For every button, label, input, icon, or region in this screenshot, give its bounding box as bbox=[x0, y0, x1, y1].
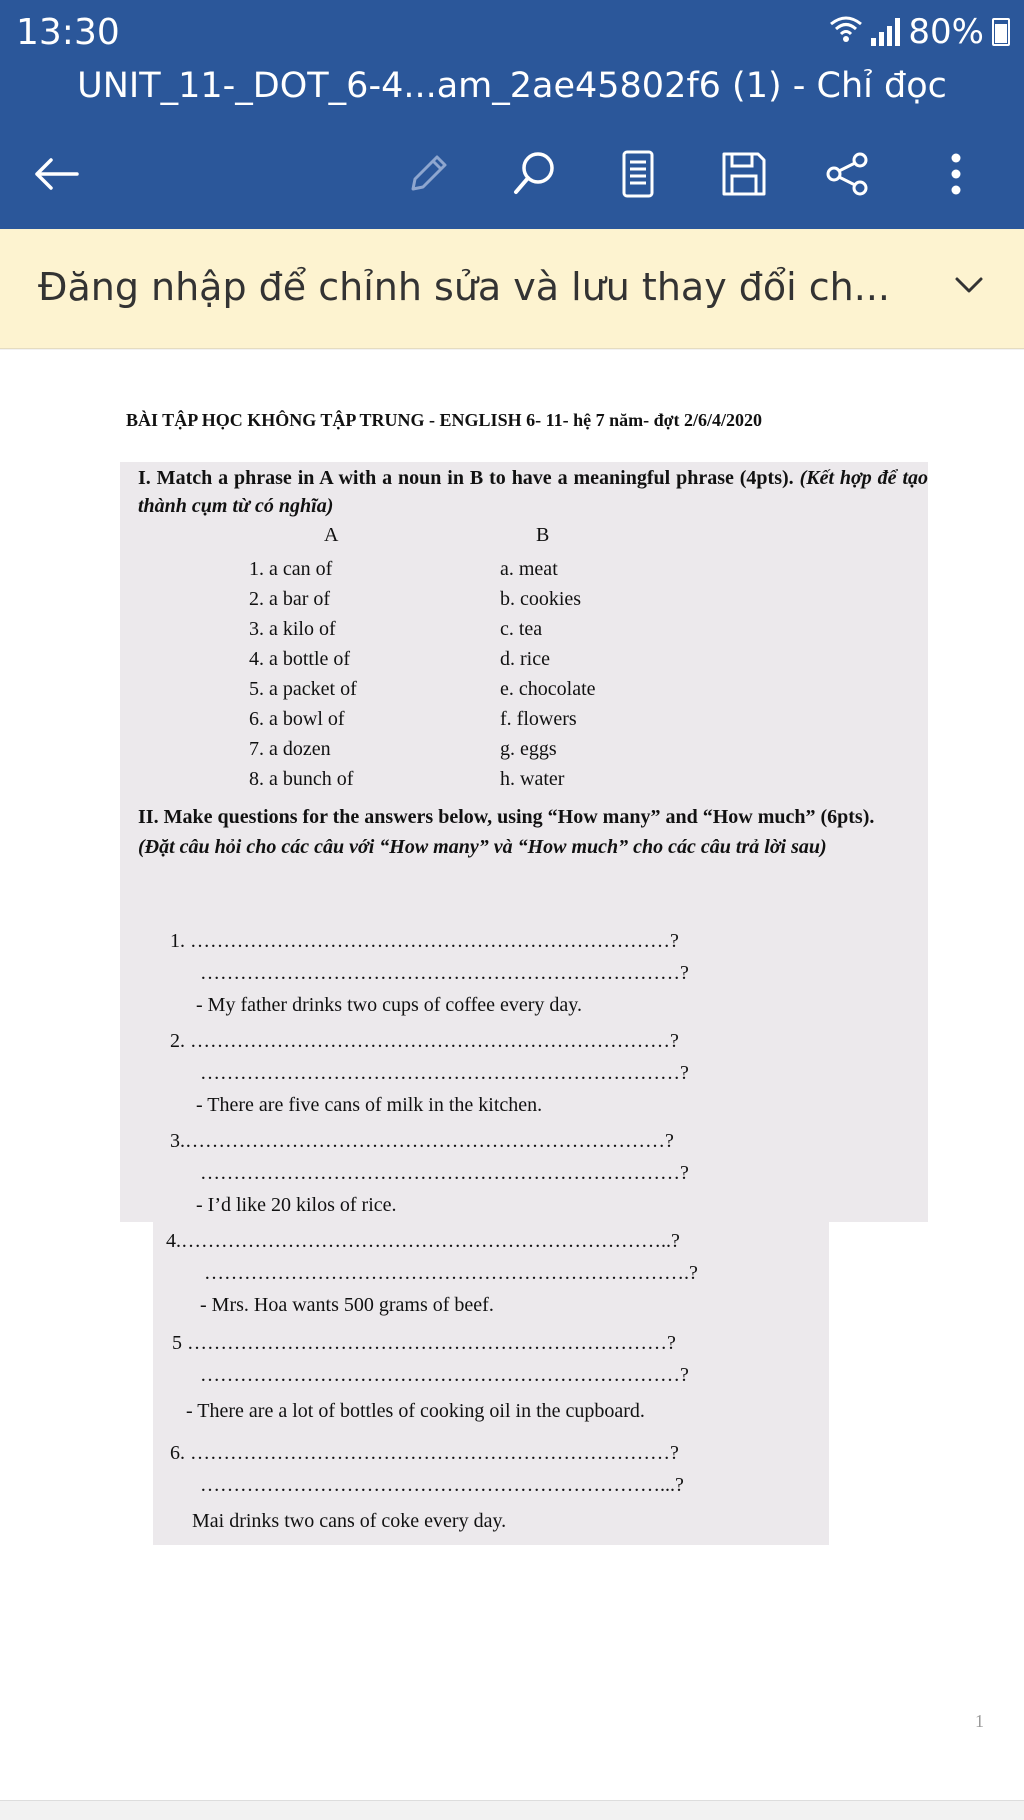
list-item: 8. a bunch of bbox=[249, 768, 354, 790]
section-2-title bbox=[138, 802, 928, 862]
battery-percent: 80% bbox=[908, 12, 984, 52]
save-button[interactable] bbox=[712, 146, 776, 202]
document-heading: BÀI TẬP HỌC KHÔNG TẬP TRUNG - ENGLISH 6- 11- hệ 7 năm- đợt 2/6/4/2020 bbox=[126, 410, 763, 430]
list-item: 7. a dozen bbox=[249, 738, 331, 760]
app-header bbox=[0, 0, 1024, 229]
column-b-header: B bbox=[536, 524, 550, 546]
list-item: 6. a bowl of bbox=[249, 708, 345, 730]
question-1-answer: - My father drinks two cups of coffee every day. bbox=[196, 994, 582, 1016]
column-a-list bbox=[249, 554, 357, 794]
chevron-down-icon bbox=[954, 275, 984, 295]
question-3-line-1 bbox=[170, 1130, 674, 1153]
question-number: 2. bbox=[170, 1030, 190, 1052]
edit-button[interactable] bbox=[396, 146, 460, 202]
reading-view-button[interactable] bbox=[606, 146, 670, 202]
question-2-answer: - There are five cans of milk in the kitchen. bbox=[196, 1094, 543, 1116]
section-2-instruction: II. Make questions for the answers below, using “How many” and “How much” (6pts). bbox=[138, 806, 875, 828]
question-3-line-2: ………………………………………………………………? bbox=[200, 1162, 689, 1184]
list-item: a. meat bbox=[500, 558, 558, 580]
question-2-line-2: ………………………………………………………………? bbox=[200, 1062, 689, 1084]
list-item: f. flowers bbox=[500, 708, 577, 730]
answer-blank: ………………………………………………………………? bbox=[190, 1442, 679, 1464]
question-5-line-2: ………………………………………………………………? bbox=[200, 1364, 689, 1386]
answer-blank: ………………………………………………………………? bbox=[185, 1130, 674, 1152]
answer-blank: ………………………………………………………………? bbox=[187, 1332, 676, 1354]
share-icon bbox=[824, 150, 872, 198]
section-1-title bbox=[138, 464, 928, 520]
question-number: 3. bbox=[170, 1130, 185, 1152]
search-button[interactable] bbox=[502, 146, 566, 202]
question-6-line-2: ……………………………………………………………...? bbox=[200, 1474, 684, 1496]
question-4-line-1 bbox=[166, 1230, 680, 1253]
answer-blank: ………………………………………………………………? bbox=[190, 1030, 679, 1052]
status-time: 13:30 bbox=[16, 12, 120, 53]
answer-blank: ………………………………………………………………..? bbox=[181, 1230, 680, 1252]
signal-icon bbox=[871, 18, 900, 46]
wifi-icon bbox=[829, 12, 863, 52]
list-item: 1. a can of bbox=[249, 558, 333, 580]
battery-icon bbox=[992, 18, 1010, 46]
list-item: b. cookies bbox=[500, 588, 582, 610]
column-a-header: A bbox=[324, 524, 339, 546]
list-item: 4. a bottle of bbox=[249, 648, 351, 670]
question-number: 5 bbox=[172, 1332, 187, 1354]
list-item: 3. a kilo of bbox=[249, 618, 336, 640]
list-item: d. rice bbox=[500, 648, 550, 670]
question-5-line-1 bbox=[172, 1332, 676, 1355]
pencil-icon bbox=[405, 151, 451, 197]
search-icon bbox=[510, 150, 558, 198]
list-item: 2. a bar of bbox=[249, 588, 331, 610]
list-item: 5. a packet of bbox=[249, 678, 357, 700]
question-number: 4. bbox=[166, 1230, 181, 1252]
banner-text: Đăng nhập để chỉnh sửa và lưu thay đổi ch... bbox=[38, 265, 890, 309]
page-number: 1 bbox=[975, 1711, 984, 1731]
list-item: g. eggs bbox=[500, 738, 557, 760]
list-item: c. tea bbox=[500, 618, 543, 640]
expand-banner-button[interactable] bbox=[954, 275, 984, 300]
question-3-answer: - I’d like 20 kilos of rice. bbox=[196, 1194, 397, 1216]
answer-blank: ………………………………………………………………? bbox=[190, 930, 679, 952]
more-options-button[interactable] bbox=[924, 146, 988, 202]
list-item: e. chocolate bbox=[500, 678, 596, 700]
question-4-answer: - Mrs. Hoa wants 500 grams of beef. bbox=[200, 1294, 494, 1316]
question-1-line-1 bbox=[170, 930, 679, 953]
back-button[interactable] bbox=[24, 146, 88, 202]
column-b-list bbox=[500, 554, 596, 794]
question-4-line-2: ……………………………………………………………….? bbox=[204, 1262, 698, 1284]
document-title: UNIT_11-_DOT_6-4...am_2ae45802f6 (1) - Chỉ đọc bbox=[77, 66, 947, 106]
question-number: 6. bbox=[170, 1442, 190, 1464]
status-indicators bbox=[829, 12, 1010, 52]
list-item: h. water bbox=[500, 768, 565, 790]
question-6-answer: Mai drinks two cans of coke every day. bbox=[192, 1510, 507, 1532]
section-2-translation: (Đặt câu hỏi cho các câu với “How many” và “How much” cho các câu trả lời sau) bbox=[138, 836, 827, 858]
question-2-line-1 bbox=[170, 1030, 679, 1053]
document-page bbox=[0, 350, 1024, 1801]
question-6-line-1 bbox=[170, 1442, 679, 1465]
more-vertical-icon bbox=[949, 152, 963, 196]
reading-view-icon bbox=[618, 149, 658, 199]
section-1-translation: (Kết hợp để tạo thành cụm từ có nghĩa) bbox=[138, 467, 928, 517]
section-1-instruction: I. Match a phrase in A with a noun in B to have a meaningful phrase (4pts). bbox=[138, 467, 794, 489]
question-number: 1. bbox=[170, 930, 190, 952]
save-icon bbox=[720, 150, 768, 198]
share-button[interactable] bbox=[816, 146, 880, 202]
sign-in-banner[interactable] bbox=[0, 229, 1024, 349]
question-5-answer: - There are a lot of bottles of cooking oil in the cupboard. bbox=[186, 1400, 645, 1422]
question-1-line-2: ………………………………………………………………? bbox=[200, 962, 689, 984]
arrow-left-icon bbox=[31, 156, 81, 192]
